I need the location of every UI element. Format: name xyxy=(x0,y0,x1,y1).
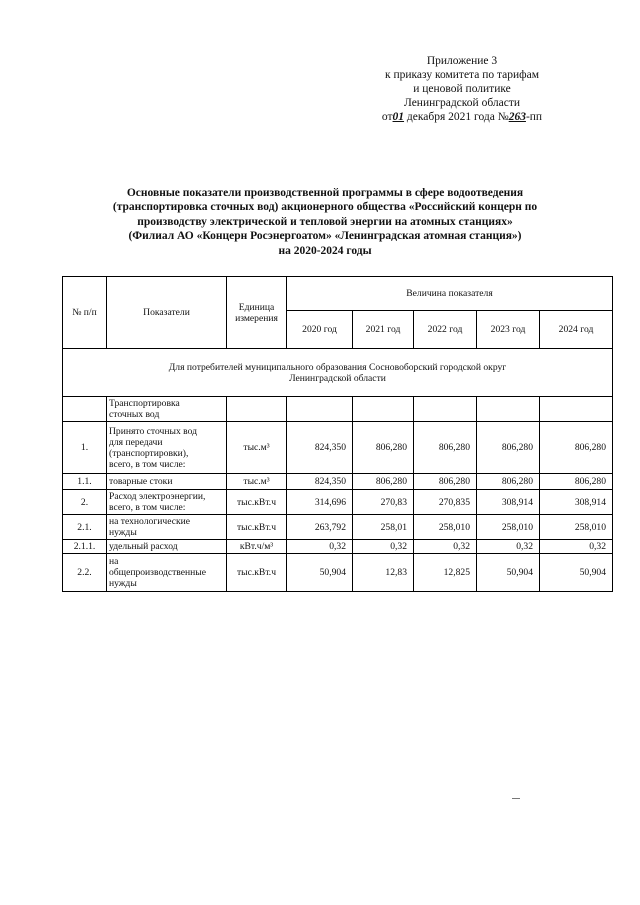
header-year: 2023 год xyxy=(477,311,540,349)
row-label-line: Принято сточных вод xyxy=(109,425,198,437)
row-label-line: для передачи xyxy=(109,436,163,448)
row-value xyxy=(414,397,477,422)
title-line2: (транспортировка сточных вод) акционерного общества «Российский концерн по xyxy=(112,201,538,214)
row-value: 806,280 xyxy=(414,474,477,490)
row-value: 806,280 xyxy=(353,474,414,490)
table-row xyxy=(63,490,613,515)
row-value xyxy=(540,397,613,422)
header-unit-line1: Единица xyxy=(238,301,275,313)
row-value: 806,280 xyxy=(540,474,613,490)
title-line3: производству электрической и тепловой энергии на атомных станциях» xyxy=(137,215,513,228)
header-num: № п/п xyxy=(63,277,107,349)
appendix-line2: к приказу комитета по тарифам xyxy=(385,69,539,81)
row-value: 806,280 xyxy=(477,422,540,474)
header-year: 2024 год xyxy=(540,311,613,349)
row-unit xyxy=(227,397,287,422)
title-line1: Основные показатели производственной программы в сфере водоотведения xyxy=(126,187,524,199)
row-value: 806,280 xyxy=(477,474,540,490)
row-label-line: удельный расход xyxy=(109,541,178,552)
row-unit: тыс.кВт.ч xyxy=(227,515,287,540)
row-value: 258,010 xyxy=(540,515,613,540)
table-row xyxy=(63,540,613,554)
row-label-line: всего, в том числе: xyxy=(109,458,186,470)
title-line4: (Филиал АО «Концерн Росэнергоатом» «Ленинградская атомная станция») xyxy=(128,230,522,243)
row-unit: кВт.ч/м³ xyxy=(227,540,287,554)
row-num: 1. xyxy=(63,422,107,474)
row-value: 0,32 xyxy=(353,540,414,554)
row-value: 12,83 xyxy=(353,554,414,592)
date-suffix: -пп xyxy=(525,111,543,123)
row-value: 806,280 xyxy=(353,422,414,474)
header-year: 2022 год xyxy=(414,311,477,349)
date-day: 01 xyxy=(392,111,405,123)
row-value: 258,01 xyxy=(353,515,414,540)
row-value: 50,904 xyxy=(477,554,540,592)
header-year: 2020 год xyxy=(287,311,353,349)
row-label-line: всего, в том числе: xyxy=(109,502,186,513)
appendix-date-line xyxy=(332,110,592,124)
row-value: 314,696 xyxy=(287,490,353,515)
row-label-line: на xyxy=(109,556,119,567)
row-label-line: общепроизводственные xyxy=(109,567,206,578)
row-value: 270,83 xyxy=(353,490,414,515)
date-number: 263 xyxy=(508,111,526,123)
section-line2: Ленинградской области xyxy=(289,372,386,384)
row-value: 0,32 xyxy=(287,540,353,554)
document-title xyxy=(95,186,555,258)
appendix-header xyxy=(332,54,592,124)
row-label xyxy=(107,540,227,554)
row-value: 263,792 xyxy=(287,515,353,540)
stray-mark xyxy=(512,798,520,799)
row-value: 50,904 xyxy=(287,554,353,592)
row-value: 258,010 xyxy=(414,515,477,540)
row-value xyxy=(287,397,353,422)
row-value: 270,835 xyxy=(414,490,477,515)
row-label xyxy=(107,554,227,592)
appendix-line3: и ценовой политике xyxy=(413,83,511,95)
table-row xyxy=(63,515,613,540)
row-num: 2.1. xyxy=(63,515,107,540)
header-indicator: Показатели xyxy=(107,277,227,349)
appendix-line1: Приложение 3 xyxy=(426,55,498,67)
table-row xyxy=(63,474,613,490)
row-label xyxy=(107,515,227,540)
row-value: 50,904 xyxy=(540,554,613,592)
date-prefix: от xyxy=(381,111,393,123)
row-unit: тыс.м³ xyxy=(227,474,287,490)
table-row xyxy=(63,554,613,592)
row-value: 0,32 xyxy=(414,540,477,554)
row-label-line: (транспортировки), xyxy=(109,447,189,459)
indicators-table xyxy=(62,276,613,592)
header-row-1 xyxy=(63,277,613,311)
row-label-line: нужды xyxy=(109,527,137,538)
row-num xyxy=(63,397,107,422)
row-value xyxy=(477,397,540,422)
appendix-line4: Ленинградской области xyxy=(403,97,521,109)
header-year: 2021 год xyxy=(353,311,414,349)
row-label-line: нужды xyxy=(109,578,137,589)
row-value: 258,010 xyxy=(477,515,540,540)
row-value: 0,32 xyxy=(477,540,540,554)
row-value: 0,32 xyxy=(540,540,613,554)
row-unit: тыс.м³ xyxy=(227,422,287,474)
row-num: 2.2. xyxy=(63,554,107,592)
section-line1: Для потребителей муниципального образования Сосновоборский городской округ xyxy=(168,361,507,373)
table-row xyxy=(63,422,613,474)
row-unit: тыс.кВт.ч xyxy=(227,490,287,515)
date-mid: декабря 2021 года № xyxy=(406,111,509,123)
header-unit-line2: измерения xyxy=(235,312,278,324)
row-value: 12,825 xyxy=(414,554,477,592)
section-row xyxy=(63,349,613,397)
row-label xyxy=(107,397,227,422)
row-num: 1.1. xyxy=(63,474,107,490)
table-row xyxy=(63,397,613,422)
row-num: 2. xyxy=(63,490,107,515)
section-title xyxy=(63,349,613,397)
row-label-line: сточных вод xyxy=(109,409,160,420)
row-label xyxy=(107,490,227,515)
row-label xyxy=(107,422,227,474)
row-unit: тыс.кВт.ч xyxy=(227,554,287,592)
row-value: 824,350 xyxy=(287,474,353,490)
title-line5: на 2020-2024 годы xyxy=(278,244,372,257)
row-value: 308,914 xyxy=(477,490,540,515)
row-num: 2.1.1. xyxy=(63,540,107,554)
row-value: 824,350 xyxy=(287,422,353,474)
row-value xyxy=(353,397,414,422)
row-label-line: на технологические xyxy=(109,516,191,527)
header-unit xyxy=(227,277,287,349)
row-value: 806,280 xyxy=(540,422,613,474)
row-label xyxy=(107,474,227,490)
row-value: 308,914 xyxy=(540,490,613,515)
row-label-line: Расход электроэнергии, xyxy=(109,491,206,502)
row-label-line: Транспортировка xyxy=(109,398,180,409)
row-value: 806,280 xyxy=(414,422,477,474)
header-value-group: Величина показателя xyxy=(287,277,613,311)
row-label-line: товарные стоки xyxy=(109,476,173,487)
